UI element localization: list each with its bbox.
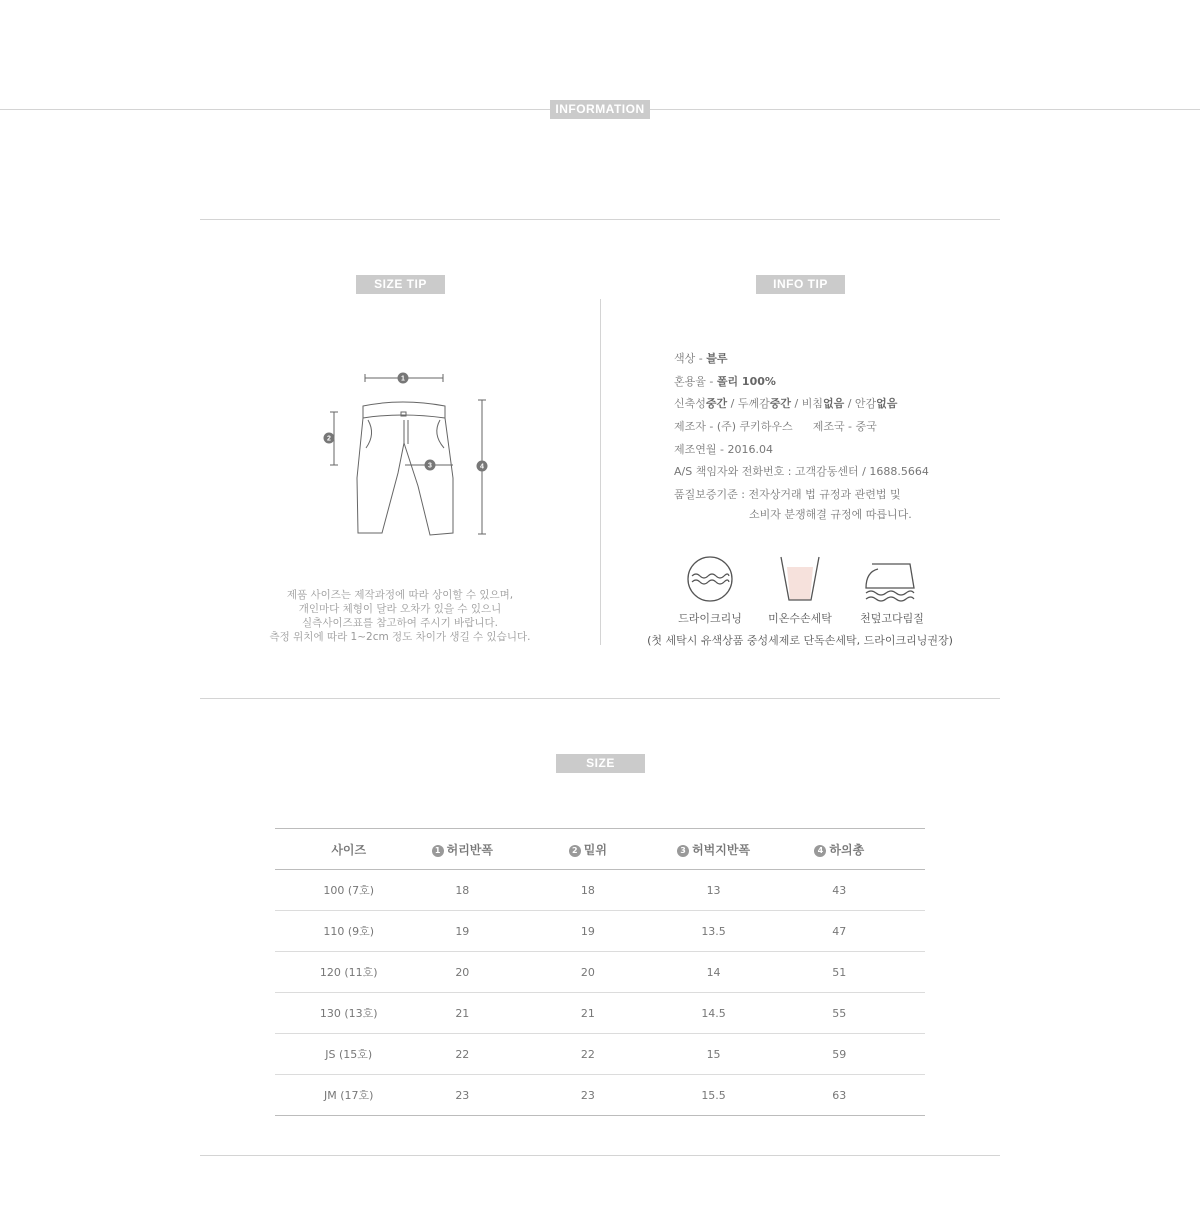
size-table-header: [275, 829, 925, 870]
table-row: [275, 993, 925, 1034]
info-warranty: 품질보증기준 : 전자상거래 법 규정과 관련법 및: [674, 488, 901, 501]
size-note-line: 실측사이즈표를 참고하여 주시기 바랍니다.: [302, 617, 498, 629]
size-note-line: 측정 위치에 따라 1~2cm 정도 차이가 생길 수 있습니다.: [269, 631, 531, 643]
svg-text:1: 1: [401, 375, 405, 383]
info-as: A/S 책임자와 전화번호 : 고객감동센터 / 1688.5664: [674, 465, 929, 478]
cell-rise: 18: [502, 870, 673, 911]
size-label: SIZE: [556, 754, 645, 773]
info-date: 제조연월 - 2016.04: [674, 443, 773, 456]
size-note-line: 제품 사이즈는 제작과정에 따라 상이할 수 있으며,: [286, 589, 514, 601]
care-label-hand-wash: 미온수손세탁: [768, 612, 832, 625]
table-row: [275, 911, 925, 952]
table-row: [275, 1075, 925, 1116]
info-maker: 제조자 - (주) 쿠키하우스 제조국 - 중국: [674, 420, 877, 433]
pants-diagram: [320, 368, 500, 543]
cell-length: 63: [754, 1075, 925, 1116]
cell-waist: 19: [422, 911, 502, 952]
information-label: INFORMATION: [550, 100, 650, 119]
cell-thigh: 13.5: [674, 911, 754, 952]
col-length: 4 하의총: [754, 829, 925, 870]
cell-thigh: 15: [674, 1034, 754, 1075]
info-country: 제조국 - 중국: [812, 420, 877, 433]
care-note: (첫 세탁시 유색상품 중성세제로 단독손세탁, 드라이크리닝권장): [647, 634, 953, 647]
cell-length: 59: [754, 1034, 925, 1075]
section-divider-middle: [200, 698, 1000, 699]
iron-cloth-icon: [862, 556, 918, 606]
cell-size: JM (17호): [275, 1075, 422, 1116]
col-waist: 1 허리반폭: [422, 829, 502, 870]
info-warranty-continued: 소비자 분쟁해결 규정에 따릅니다.: [749, 508, 912, 521]
size-tip-notes: [200, 588, 600, 644]
cell-length: 43: [754, 870, 925, 911]
cell-thigh: 14.5: [674, 993, 754, 1034]
svg-text:2: 2: [327, 435, 331, 443]
col-rise: 2 밑위: [502, 829, 673, 870]
cell-waist: 18: [422, 870, 502, 911]
size-table: [275, 828, 925, 1116]
cell-waist: 22: [422, 1034, 502, 1075]
cell-length: 55: [754, 993, 925, 1034]
cell-size: 100 (7호): [275, 870, 422, 911]
cell-waist: 21: [422, 993, 502, 1034]
cell-rise: 21: [502, 993, 673, 1034]
section-divider-bottom: [200, 1155, 1000, 1156]
col-thigh: 3 허벅지반폭: [674, 829, 754, 870]
cell-size: JS (15호): [275, 1034, 422, 1075]
cell-thigh: 13: [674, 870, 754, 911]
cell-length: 51: [754, 952, 925, 993]
cell-rise: 20: [502, 952, 673, 993]
dry-cleaning-icon: [686, 555, 734, 603]
table-row: [275, 1034, 925, 1075]
size-note-line: 개인마다 체형이 달라 오차가 있을 수 있으니: [298, 603, 502, 615]
cell-size: 130 (13호): [275, 993, 422, 1034]
cell-rise: 19: [502, 911, 673, 952]
cell-rise: 22: [502, 1034, 673, 1075]
table-row: [275, 870, 925, 911]
table-row: [275, 952, 925, 993]
cell-size: 120 (11호): [275, 952, 422, 993]
info-material: 혼용율 - 폴리 100%: [674, 375, 776, 388]
column-divider: [600, 299, 601, 645]
cell-size: 110 (9호): [275, 911, 422, 952]
svg-text:4: 4: [480, 463, 484, 471]
cell-rise: 23: [502, 1075, 673, 1116]
info-color: 색상 - 블루: [674, 352, 728, 365]
care-label-dry-cleaning: 드라이크리닝: [678, 612, 742, 625]
cell-waist: 23: [422, 1075, 502, 1116]
cell-thigh: 14: [674, 952, 754, 993]
svg-text:3: 3: [428, 462, 432, 470]
cell-waist: 20: [422, 952, 502, 993]
info-tip-label: INFO TIP: [756, 275, 845, 294]
cell-thigh: 15.5: [674, 1075, 754, 1116]
cell-length: 47: [754, 911, 925, 952]
size-tip-label: SIZE TIP: [356, 275, 445, 294]
care-label-ironing: 천덮고다림질: [860, 612, 924, 625]
info-properties: 신축성중간 / 두께감중간 / 비침없음 / 안감없음: [674, 397, 898, 410]
lukewarm-hand-wash-icon: [778, 555, 822, 603]
col-size: 사이즈: [275, 829, 422, 870]
section-divider-top: [200, 219, 1000, 220]
